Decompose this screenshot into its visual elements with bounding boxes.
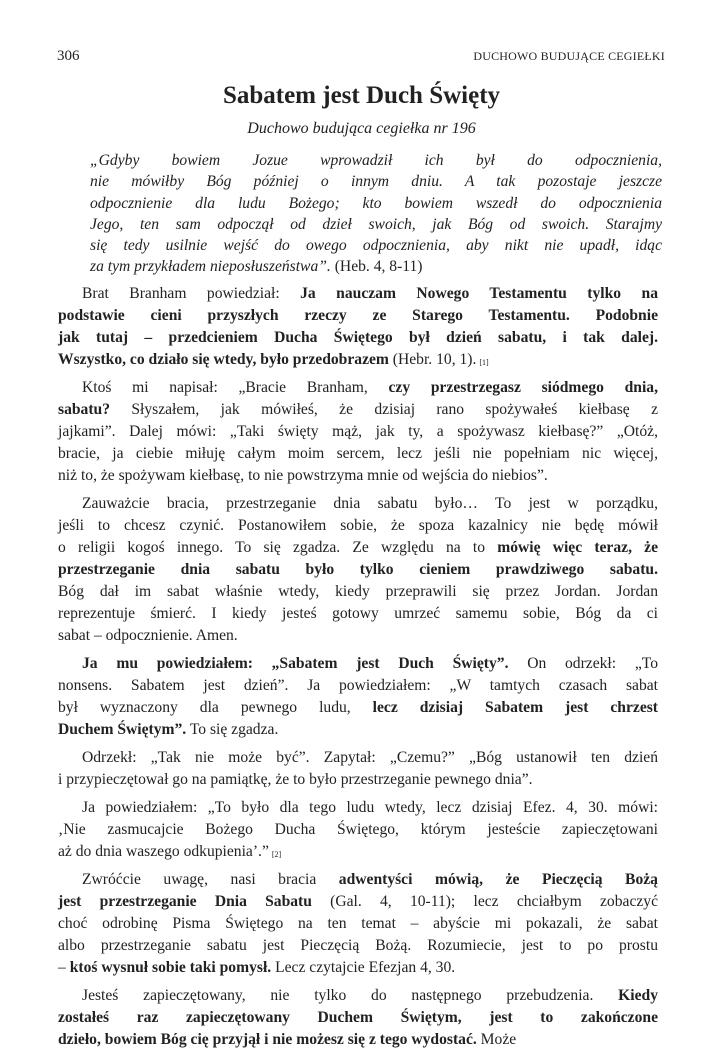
text-line [58,747,658,769]
paragraph [58,377,658,487]
bold-text: przestrzeganie dnia sabatu było tylko cieniem prawdziwego sabatu. [58,561,658,578]
page-header [57,48,665,68]
text-line [58,891,658,913]
text-run: albo przestrzeganie sabatu jest Pieczęcią Bożą. Rozumiecie, jest to po prostu [58,937,658,954]
text-run: niż to, że spożywam kiełbasę, to nie powstrzyma mnie od wejścia do niebios”. [58,467,548,484]
bold-text: Kiedy [618,987,658,1004]
text-run: o religii kogoś innego. To się zgadza. Ze względu na to [58,539,498,556]
text-line [58,399,658,421]
text-run: Odrzekł: „Tak nie może być”. Zapytał: „Czemu?” „Bóg ustanowił ten dzień [82,749,658,766]
epigraph-last-text: za tym przykładem nieposłuszeństwa”. [90,258,331,276]
footnote-marker: [1] [479,358,489,367]
text-run: Zwróćcie uwagę, nasi bracia [82,871,339,888]
bold-text: zostałeś raz zapieczętowany Duchem Świętym, jest to zakończone [58,1009,658,1026]
text-run: Ktoś mi napisał: „Bracie Branham, [82,379,389,396]
epigraph-quote [90,150,662,278]
text-line [58,935,658,957]
paragraph [58,747,658,791]
text-run: Ja powiedziałem: „To było dla tego ludu wtedy, lecz dzisiaj Efez. 4, 30. mówi: [82,799,658,816]
epigraph-line [90,256,662,277]
text-run: Lecz czytajcie Efezjan 4, 30. [271,959,456,976]
epigraph-line: odpocznienie dla ludu Bożego; kto bowiem wszedł do odpocznienia [90,194,662,212]
text-line [58,349,658,371]
text-line [58,1029,658,1051]
text-line [58,869,658,891]
text-run: był wyznaczony dla pewnego ludu, [58,699,373,716]
epigraph-line: Jego, ten sam odpoczął od dzieł swoich, jak Bóg od swoich. Starajmy [90,215,662,233]
bold-text: czy przestrzegasz siódmego dnia, [388,379,658,396]
paragraph [58,797,658,863]
body-text [58,283,658,1057]
text-line [58,841,658,863]
text-line [58,515,658,537]
text-run: ‚Nie zasmucajcie Bożego Ducha Świętego, którym jesteście zapieczętowani [58,821,658,838]
text-line [58,603,658,625]
bold-text: ktoś wysnuł sobie taki pomysł. [69,959,272,976]
bold-text: Duchem Świętym”. [58,721,187,738]
paragraph [58,985,658,1051]
text-run: nonsens. Sabatem jest dzień”. Ja powiedziałem: „W tamtych czasach sabat [58,677,658,694]
bold-text: lecz dzisiaj Sabatem jest chrzest [372,699,659,716]
text-line [58,719,658,741]
page-number: 306 [57,48,80,64]
text-run: On odrzekł: „To [508,655,658,672]
text-line [58,625,658,647]
text-run: aż do dnia waszego odkupienia’.” [58,843,269,860]
text-line [58,581,658,603]
text-line [58,913,658,935]
bold-text: adwentyści mówią, że Pieczęcią Bożą [338,871,658,888]
text-run: Jesteś zapieczętowany, nie tylko do następnego przebudzenia. [82,987,619,1004]
text-run: Może [476,1031,517,1048]
text-run: jajkami”. Dalej mówi: „Taki święty mąż, jak ty, a spożywasz kiełbasę?” „Otóż, [58,423,658,440]
text-line [58,377,658,399]
text-line [58,305,658,327]
footnote-marker: [2] [271,850,282,859]
text-run: i przypieczętował go na pamiątkę, że to było przestrzeganie pewnego dnia”. [58,771,533,788]
text-line [58,697,658,719]
bold-text: Ja mu powiedziałem: „Sabatem jest Duch Święty”. [82,655,509,672]
text-run: To się zgadza. [186,721,279,738]
epigraph-line: „Gdyby bowiem Jozue wprowadził ich był do odpocznienia, [90,152,662,169]
bold-text: mówię więc teraz, że [497,539,658,556]
epigraph-line: nie mówiłby Bóg później o innym dniu. A tak pozostaje jeszcze [90,173,662,191]
text-line [58,327,658,349]
text-line [58,819,658,841]
text-line [58,465,658,487]
bold-text: Wszystko, co działo się wtedy, było przedobrazem [58,351,389,368]
article-title: Sabatem jest Duch Święty [222,82,501,109]
bold-text: podstawie cieni przyszłych rzeczy ze Starego Testamentu. Podobnie [58,307,658,324]
text-line [58,769,658,791]
text-line [58,537,658,559]
text-run: sabat – odpocznienie. Amen. [58,627,238,644]
bold-text: Ja nauczam Nowego Testamentu tylko na [300,285,658,302]
paragraph [58,283,658,371]
bold-text: jest przestrzeganie Dnia Sabatu [58,893,312,910]
bold-text: dzieło, bowiem Bóg cię przyjął i nie możesz się z tego wydostać. [58,1031,477,1048]
text-line [58,1007,658,1029]
paragraph [58,653,658,741]
text-run: (Hebr. 10, 1). [388,351,477,368]
text-run: Zauważcie bracia, przestrzeganie dnia sabatu było… To jest w porządku, [82,495,658,512]
text-line [58,421,658,443]
text-line [58,797,658,819]
text-run: Brat Branham powiedział: [82,285,301,302]
text-line [58,283,658,305]
text-run: reprezentuje śmierć. I kiedy jesteś gotowy umrzeć samemu sobie, Bóg da ci [58,605,658,622]
text-run: choć odrobinę Pisma Świętego na ten temat – abyście mi pokazali, że sabat [58,915,658,932]
article-subtitle: Duchowo budująca cegiełka nr 196 [247,120,476,137]
text-run: Bóg dał im sabat właśnie wtedy, kiedy przeprawili się przez Jordan. Jordan [58,583,658,600]
text-run: jeśli to chcesz czynić. Postanowiłem sobie, że spoza kazalnicy nie będę mówił [58,517,658,534]
text-line [58,985,658,1007]
epigraph-line: się tedy usilnie wejść do owego odpocznienia, aby nikt nie upadł, idąc [90,237,662,255]
text-run: bracie, ja ciebie miłuję całym moim sercem, lecz jeśli nie popełniam nic więcej, [58,445,658,462]
paragraph [58,493,658,647]
paragraph [58,869,658,979]
text-line [58,653,658,675]
running-title: DUCHOWO BUDUJĄCE CEGIEŁKI [473,49,665,63]
text-line [58,493,658,515]
bold-text: sabatu? [58,401,110,418]
text-line [58,559,658,581]
text-line [58,957,658,979]
epigraph-reference: (Heb. 4, 8-11) [334,258,423,276]
text-line [58,443,658,465]
text-run: Słyszałem, jak mówiłeś, że dzisiaj rano spożywałeś kiełbasę z [110,401,658,418]
text-run: (Gal. 4, 10-11); lecz chciałbym zobaczyć [311,893,659,910]
text-line [58,675,658,697]
text-run: – [58,959,70,976]
bold-text: jak tutaj – przedcieniem Ducha Świętego był dzień sabatu, i tak dalej. [58,329,658,346]
